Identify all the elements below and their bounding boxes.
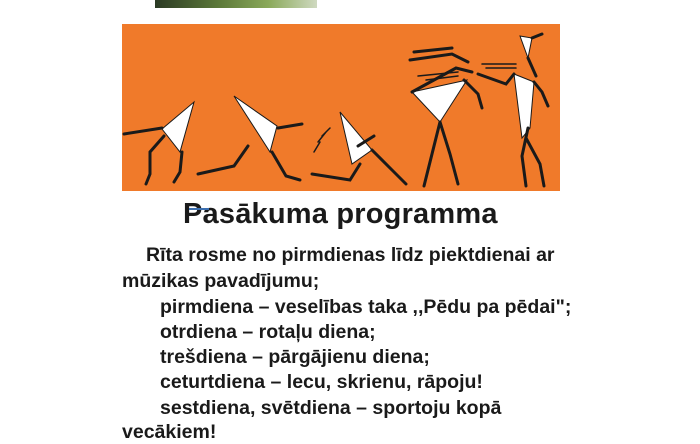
intro-text-line-2: mūzikas pavadījumu; bbox=[122, 270, 320, 292]
figure-1-body bbox=[162, 102, 194, 152]
schedule-item-weekend: sestdiena, svētdiena – sportoju kopā bbox=[160, 397, 502, 419]
schedule-item-wednesday: trešdiena – pārgājienu diena; bbox=[160, 346, 430, 368]
page-title: Pasākuma programma bbox=[183, 198, 498, 230]
schedule-item-weekend-continued: vecākiem! bbox=[122, 421, 217, 443]
figure-5-body bbox=[514, 74, 534, 138]
figure-6-head bbox=[520, 36, 532, 58]
photo-strip bbox=[155, 0, 317, 8]
stick-figures-drawing bbox=[122, 24, 560, 191]
intro-text-line-1: Rīta rosme no pirmdienas līdz piektdienai ar bbox=[146, 244, 555, 266]
exercise-banner-illustration bbox=[122, 24, 560, 191]
figure-3-body bbox=[340, 112, 372, 164]
title-underline-mark bbox=[189, 207, 209, 211]
schedule-item-monday: pirmdiena – veselības taka ,,Pēdu pa pēdai"; bbox=[160, 296, 572, 318]
schedule-item-tuesday: otrdiena – rotaļu diena; bbox=[160, 321, 376, 343]
schedule-item-thursday: ceturtdiena – lecu, skrienu, rāpoju! bbox=[160, 371, 483, 393]
figure-2-body bbox=[234, 96, 277, 152]
